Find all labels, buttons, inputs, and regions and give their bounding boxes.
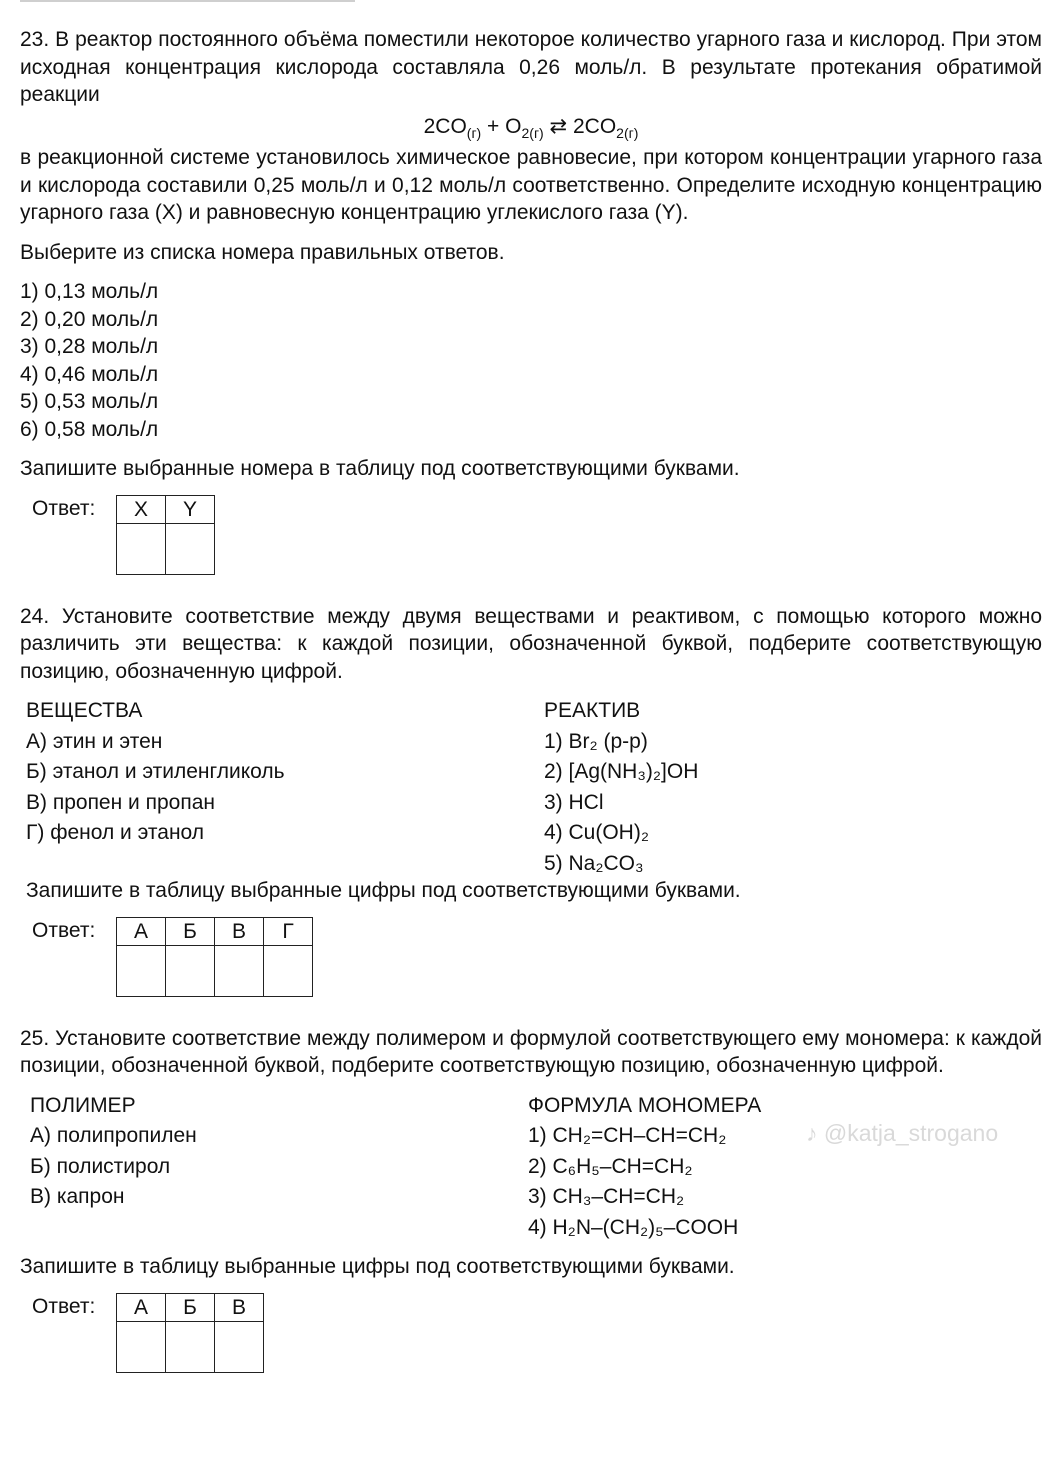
q24-right-item: 5) Na₂CO₃: [544, 851, 644, 875]
answer-label: Ответ:: [32, 918, 96, 942]
answer-cell[interactable]: [215, 1321, 264, 1372]
q25-right-head: ФОРМУЛА МОНОМЕРА: [528, 1093, 762, 1117]
answer-label: Ответ:: [32, 496, 96, 520]
q24-right-item: 3) HCl: [544, 790, 604, 814]
q25-left-head: ПОЛИМЕР: [30, 1093, 136, 1117]
q24-instruction: Запишите в таблицу выбранные цифры под соответствующими буквами.: [26, 879, 741, 902]
q25-matching: [20, 1092, 1042, 1242]
q23-option: 4) 0,46 моль/л: [20, 362, 159, 386]
q25-instruction: Запишите в таблицу выбранные цифры под соответствующими буквами.: [20, 1255, 735, 1278]
q23-option: 6) 0,58 моль/л: [20, 417, 159, 441]
q23-option: 3) 0,28 моль/л: [20, 335, 159, 358]
q23-option: 5) 0,53 моль/л: [20, 390, 159, 413]
answer-header: В: [215, 1293, 264, 1321]
q23-intro: 23. В реактор постоянного объёма поместили некоторое количество угарного газа и кислород. При этом исходная концентрация кислорода составляла 0,26 моль/л. В результате протекания обратимой реакции: [20, 28, 1042, 106]
answer-header: Б: [166, 1293, 215, 1321]
top-divider: [20, 0, 355, 2]
answer-header: X: [117, 495, 166, 523]
q23-instruction: Запишите выбранные номера в таблицу под соответствующими буквами.: [20, 457, 740, 480]
q23-body: в реакционной системе установилось химическое равновесие, при котором концентрации угарного газа и кислорода составили 0,25 моль/л и 0,12 моль/л соответственно. Определите исходную концентрацию угарного газа (X) и равновесную концентрацию углекислого газа (Y).: [20, 146, 1042, 224]
answer-header: В: [215, 917, 264, 945]
q24-answer-table: [116, 917, 313, 997]
answer-cell[interactable]: [166, 945, 215, 996]
answer-cell[interactable]: [117, 945, 166, 996]
q24-intro: 24. Установите соответствие между двумя веществами и реактивом, с помощью которого можно различить эти вещества: к каждой позиции, обозначенной буквой, подберите соответствующую позицию, обозначенную цифрой.: [20, 604, 1042, 683]
q25-answer: [20, 1293, 1042, 1373]
q24-right-item: 1) Br₂ (р-р): [544, 729, 648, 753]
answer-cell[interactable]: [166, 1321, 215, 1372]
q23-answer: [20, 495, 1042, 575]
q25-intro: 25. Установите соответствие между полимером и формулой соответствующего ему мономера: к каждой позиции, обозначенной буквой, подберите соответствующую позицию, обозначенную цифрой.: [20, 1026, 1042, 1077]
q24-left-item: В) пропен и пропан: [26, 790, 215, 814]
q25-left-item: Б) полистирол: [30, 1154, 171, 1178]
q24-answer: [20, 917, 1042, 997]
q24-left-item: Б) этанол и этиленгликоль: [26, 760, 285, 783]
q23-answer-table: [116, 495, 215, 575]
answer-header: А: [117, 1293, 166, 1321]
answer-cell[interactable]: [117, 1321, 166, 1372]
q24-right-item: 4) Cu(OH)₂: [544, 821, 649, 844]
answer-cell[interactable]: [264, 945, 313, 996]
q24-right-head: РЕАКТИВ: [544, 699, 641, 722]
q23-options: [20, 278, 1042, 443]
q24-left-item: Г) фенол и этанол: [26, 821, 205, 844]
answer-cell[interactable]: [215, 945, 264, 996]
q23-choose: Выберите из списка номера правильных ответов.: [20, 240, 505, 264]
q23-option: 2) 0,20 моль/л: [20, 307, 159, 331]
q25-answer-table: [116, 1293, 264, 1373]
q25-right-item: 1) CH₂=CH–CH=CH₂: [528, 1124, 727, 1147]
q24-matching: [20, 697, 1042, 877]
q25-right-item: 3) CH₃–CH=CH₂: [528, 1185, 685, 1208]
q24-left-head: ВЕЩЕСТВА: [26, 699, 143, 722]
q23-option: 1) 0,13 моль/л: [20, 280, 159, 303]
answer-header: Y: [166, 495, 215, 523]
answer-header: Б: [166, 917, 215, 945]
q25-right-item: 4) H₂N–(CH₂)₅–COOH: [528, 1215, 739, 1239]
q23-equation: $2CO_{(г)} + O_{2(г)}$ ⇄ $2CO_{2(г)}$: [423, 114, 639, 141]
document-page: [20, 26, 1042, 1373]
answer-label: Ответ:: [32, 1294, 96, 1318]
answer-header: А: [117, 917, 166, 945]
q25-left-item: В) капрон: [30, 1185, 125, 1208]
q24-left-item: А) этин и этен: [26, 729, 163, 753]
q25-left-item: А) полипропилен: [30, 1124, 197, 1147]
answer-cell[interactable]: [117, 523, 166, 574]
q25-right-item: 2) C₆H₅–CH=CH₂: [528, 1154, 693, 1178]
answer-header: Г: [264, 917, 313, 945]
answer-cell[interactable]: [166, 523, 215, 574]
q24-right-item: 2) [Ag(NH₃)₂]OH: [544, 760, 699, 783]
watermark: ♪ @katja_strogano: [806, 1120, 999, 1146]
